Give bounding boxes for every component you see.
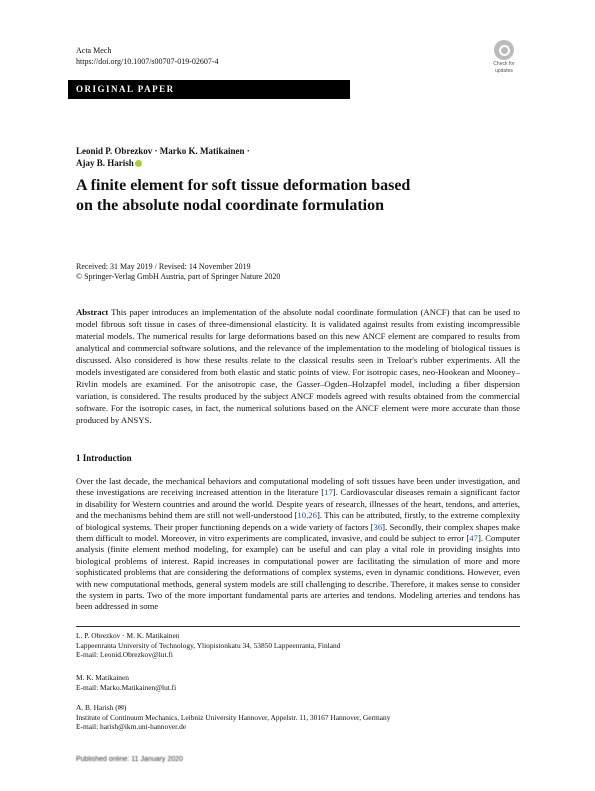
title-line: on the absolute nodal coordinate formulation	[76, 197, 385, 214]
affiliation-block-2	[76, 673, 176, 692]
received-date: Received: 31 May 2019 / Revised: 14 November 2019	[76, 262, 251, 271]
author-name[interactable]: Marko K. Matikainen	[159, 146, 245, 156]
affiliation-email[interactable]: E-mail: Leonid.Obrezkov@lut.fi	[76, 650, 173, 660]
affiliation-block-3	[76, 703, 390, 732]
affiliation-institution: Institute of Continuum Mechanics, Leibniz University Hannover, Appelstr. 11, 30167 Hannover, Germany	[76, 712, 391, 722]
citation-link[interactable]: 17	[324, 487, 333, 498]
doi-link[interactable]: https://doi.org/10.1007/s00707-019-02607-4	[76, 57, 219, 66]
abstract-label: Abstract	[76, 307, 109, 317]
intro-paragraph	[76, 476, 520, 613]
citation-link[interactable]: 47	[469, 533, 478, 544]
intro-text: ]. Cardiovascular diseases remain a significant factor in disability for Western countries and around the world. Despite years of research, illnesses of the heart, tendons, and arteries, and the mechanisms behind them are still not well-understood [	[76, 487, 520, 521]
citation-link[interactable]: 36	[373, 521, 383, 532]
affiliation-names: A. B. Harish	[76, 703, 114, 712]
affiliation-block-1	[76, 631, 340, 660]
check-updates-icon	[494, 40, 514, 60]
intro-text: Over the last decade, the mechanical behaviors and computational modeling of soft tissues have been under investigation, and these investigations are receiving increased attention in the literature [	[76, 476, 520, 498]
intro-text: ]. Computer analysis (finite element method modeling, for example) can be useful and can play a vital role in providing insights into biological problems of interest. Rapid increases in computational power are facilitating the simulation of more and more sophisticated problems that are considering the deformations of complex systems, even in dynamic conditions. However, even with new computational methods, general system models are still challenging to describe. Therefore, it makes sense to consider the system in parts. Two of the more important fundamental parts are arteries and tendons. Modeling arteries and tendons has been addressed in some	[76, 533, 521, 612]
check-badge-line1: Check for	[493, 61, 515, 67]
intro-text: ]. Secondly, their complex shapes make them difficult to model. Moreover, in vitro experiments are complicated, invasive, and could be subject to error [	[76, 521, 520, 544]
corresponding-author-mark: (✉)	[115, 703, 127, 712]
author-name[interactable]: Ajay B. Harish	[76, 158, 134, 168]
affiliation-email[interactable]: E-mail: harish@ikm.uni-hannover.de	[76, 722, 187, 732]
affiliation-names: L. P. Obrezkov · M. K. Matikainen	[76, 631, 180, 640]
abstract	[76, 306, 520, 426]
orcid-icon[interactable]	[135, 160, 142, 167]
article-type-banner: ORIGINAL PAPER	[68, 80, 350, 99]
author-separator: ·	[246, 146, 250, 156]
check-for-updates-badge[interactable]	[488, 40, 520, 74]
footnote-divider	[76, 626, 520, 627]
intro-text: ]. This can be attributed, firstly, to the extreme complexity of biological systems. Their proper functioning depends on a wide variety of factors [	[76, 510, 520, 532]
abstract-text: This paper introduces an implementation of the absolute nodal coordinate formulation (ANCF) that can be used to model fibrous soft tissue in cases of three-dimensional elasticity. It is validated against results from existing incompressible material models. The numerical results for large deformations based on this new ANCF element are compared to results from analytical and commercial software solutions, and the relevance of the implementation to the modeling of biological tissues is discussed. Also considered is how these results relate to the classical results seen in Treloar's rubber experiments. All the models investigated are considered from both elastic and static points of view. For isotropic cases, neo-Hookean and Mooney–Rivlin models are examined. For the anisotropic case, the Gasser–Ogden–Holzapfel model, including a fiber dispersion variation, is considered. The results produced by the subject ANCF models agreed with results obtained from the commercial software. For the isotropic cases, in fact, the numerical solutions based on the ANCF element were more accurate than those produced by ANSYS.	[76, 307, 521, 425]
affiliation-names: M. K. Matikainen	[76, 673, 129, 682]
title-line: A finite element for soft tissue deformation based	[76, 177, 411, 194]
paper-title	[76, 176, 506, 216]
citation-link[interactable]: 10,26	[297, 510, 317, 521]
journal-header	[76, 45, 219, 67]
affiliation-institution: Lappeenranta University of Technology, Yliopistonkatu 34, 53850 Lappeenranta, Finland	[76, 640, 341, 650]
author-separator: ·	[154, 146, 158, 156]
affiliation-email[interactable]: E-mail: Marko.Matikainen@lut.fi	[76, 682, 177, 692]
journal-name: Acta Mech	[76, 46, 112, 55]
check-badge-line2: updates	[495, 68, 513, 74]
author-list	[76, 145, 250, 169]
published-online-date: Published online: 11 January 2020	[76, 756, 183, 763]
author-name[interactable]: Leonid P. Obrezkov	[76, 146, 153, 156]
copyright-notice: © Springer-Verlag GmbH Austria, part of Springer Nature 2020	[76, 272, 281, 281]
article-dates	[76, 262, 280, 282]
section-heading: 1 Introduction	[76, 453, 132, 463]
